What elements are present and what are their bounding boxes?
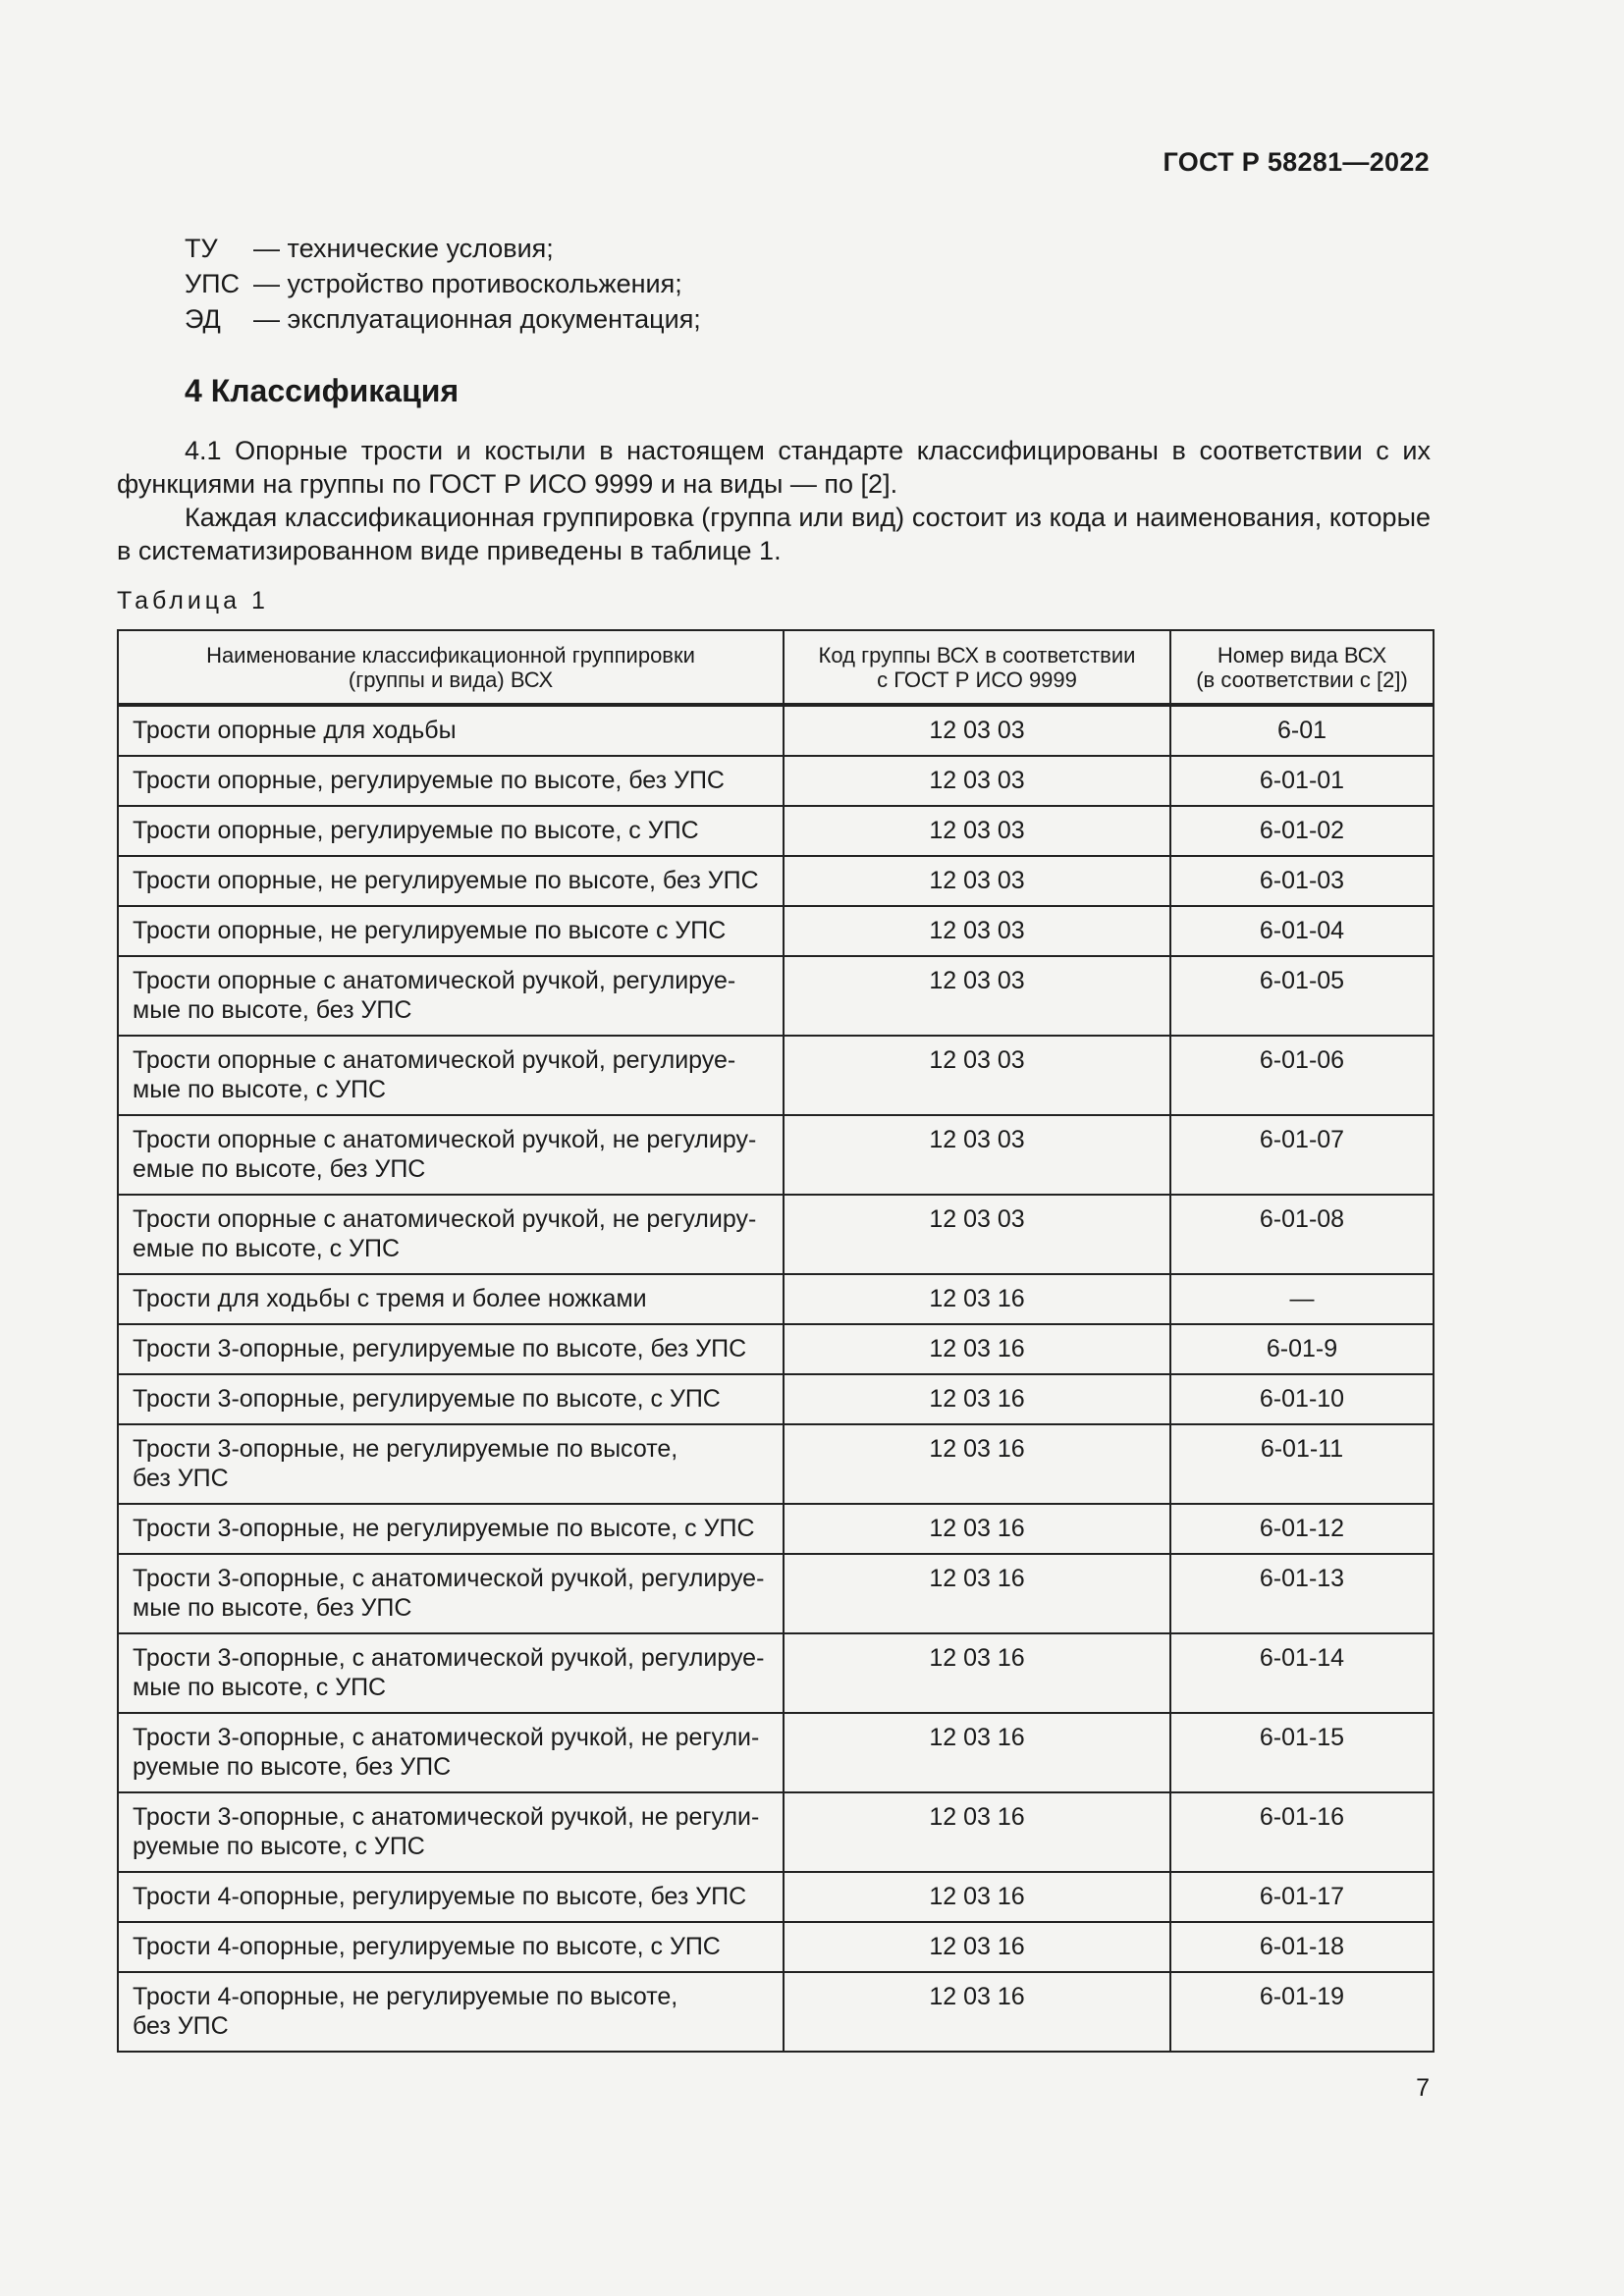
table-row xyxy=(118,1872,1434,1922)
cell-kind-number: 6-01-9 xyxy=(1170,1324,1434,1374)
table-row xyxy=(118,1972,1434,2052)
cell-name xyxy=(118,1792,784,1872)
cell-name xyxy=(118,1922,784,1972)
header-line: Номер вида ВСХ xyxy=(1217,642,1387,667)
cell-name-line: Трости 3-опорные, регулируемые по высоте, с УПС xyxy=(133,1385,721,1413)
abbreviation-definition: — эксплуатационная документация; xyxy=(253,304,701,334)
paragraph: Каждая классификационная группировка (группа или вид) состоит из кода и наименования, которые в систематизированном виде приведены в таблице 1. xyxy=(117,503,1431,565)
table-row xyxy=(118,906,1434,956)
abbreviation-code: ТУ xyxy=(185,234,218,263)
abbreviation-item xyxy=(185,301,701,337)
abbreviation-code: УПС xyxy=(185,269,241,298)
table-row xyxy=(118,1324,1434,1374)
cell-kind-number: 6-01-01 xyxy=(1170,756,1434,806)
cell-group-code: 12 03 16 xyxy=(784,1713,1170,1792)
cell-name-line: Трости опорные, регулируемые по высоте, с УПС xyxy=(133,817,699,844)
cell-name-line: мые по высоте, без УПС xyxy=(133,996,412,1024)
column-header-code xyxy=(784,630,1170,705)
cell-name-line: Трости 3-опорные, с анатомической ручкой, регулируе- xyxy=(133,1565,765,1592)
table-row xyxy=(118,1554,1434,1633)
page-number: 7 xyxy=(1416,2074,1430,2102)
cell-kind-number: 6-01-12 xyxy=(1170,1504,1434,1554)
cell-name xyxy=(118,1872,784,1922)
cell-name-line: Трости 3-опорные, не регулируемые по высоте, xyxy=(133,1435,678,1463)
table-row xyxy=(118,856,1434,906)
cell-name xyxy=(118,1036,784,1115)
cell-name xyxy=(118,1195,784,1274)
cell-name xyxy=(118,806,784,856)
cell-name-line: Трости 3-опорные, с анатомической ручкой, не регули- xyxy=(133,1803,760,1831)
cell-group-code: 12 03 16 xyxy=(784,1972,1170,2052)
table-row xyxy=(118,956,1434,1036)
cell-name-line: без УПС xyxy=(133,2012,229,2040)
cell-group-code: 12 03 03 xyxy=(784,956,1170,1036)
cell-name-line: Трости 3-опорные, не регулируемые по высоте, с УПС xyxy=(133,1515,755,1542)
header-line: (в соответствии с [2]) xyxy=(1196,667,1408,692)
cell-name-line: Трости опорные, не регулируемые по высоте с УПС xyxy=(133,917,727,944)
cell-group-code: 12 03 16 xyxy=(784,1792,1170,1872)
header-line: (группы и вида) ВСХ xyxy=(348,667,554,692)
table-row xyxy=(118,1922,1434,1972)
table-row xyxy=(118,1195,1434,1274)
cell-name xyxy=(118,906,784,956)
header-line: Наименование классификационной группировки xyxy=(206,642,695,667)
cell-kind-number: 6-01-06 xyxy=(1170,1036,1434,1115)
cell-group-code: 12 03 16 xyxy=(784,1872,1170,1922)
abbreviation-list xyxy=(185,231,701,337)
table-header-row xyxy=(118,630,1434,705)
cell-group-code: 12 03 16 xyxy=(784,1324,1170,1374)
cell-name-line: Трости опорные с анатомической ручкой, регулируе- xyxy=(133,1046,736,1074)
cell-kind-number: — xyxy=(1170,1274,1434,1324)
cell-name xyxy=(118,856,784,906)
cell-name-line: Трости опорные с анатомической ручкой, не регулиру- xyxy=(133,1205,757,1233)
cell-kind-number: 6-01-08 xyxy=(1170,1195,1434,1274)
cell-kind-number: 6-01-03 xyxy=(1170,856,1434,906)
abbreviation-definition: — технические условия; xyxy=(253,234,554,263)
table-row xyxy=(118,705,1434,756)
cell-group-code: 12 03 16 xyxy=(784,1274,1170,1324)
cell-name xyxy=(118,1324,784,1374)
table-row xyxy=(118,1036,1434,1115)
cell-name-line: Трости 3-опорные, с анатомической ручкой, регулируе- xyxy=(133,1644,765,1672)
cell-group-code: 12 03 03 xyxy=(784,856,1170,906)
cell-group-code: 12 03 16 xyxy=(784,1554,1170,1633)
section-body xyxy=(117,434,1431,567)
column-header-name xyxy=(118,630,784,705)
cell-name-line: Трости 3-опорные, с анатомической ручкой, не регули- xyxy=(133,1724,760,1751)
abbreviation-item xyxy=(185,266,701,301)
cell-name xyxy=(118,1713,784,1792)
cell-name-line: Трости опорные, не регулируемые по высоте, без УПС xyxy=(133,867,759,894)
table-row xyxy=(118,806,1434,856)
cell-name-line: мые по высоте, с УПС xyxy=(133,1076,387,1103)
cell-name xyxy=(118,705,784,756)
cell-kind-number: 6-01-19 xyxy=(1170,1972,1434,2052)
abbreviation-definition: — устройство противоскольжения; xyxy=(253,269,682,298)
cell-kind-number: 6-01-17 xyxy=(1170,1872,1434,1922)
cell-kind-number: 6-01-14 xyxy=(1170,1633,1434,1713)
cell-name-line: мые по высоте, без УПС xyxy=(133,1594,412,1622)
column-header-kind xyxy=(1170,630,1434,705)
cell-name xyxy=(118,1424,784,1504)
cell-group-code: 12 03 03 xyxy=(784,806,1170,856)
cell-name-line: Трости 3-опорные, регулируемые по высоте, без УПС xyxy=(133,1335,747,1362)
cell-group-code: 12 03 03 xyxy=(784,1195,1170,1274)
cell-group-code: 12 03 03 xyxy=(784,1036,1170,1115)
table-row xyxy=(118,1713,1434,1792)
table-row xyxy=(118,1504,1434,1554)
cell-kind-number: 6-01-15 xyxy=(1170,1713,1434,1792)
cell-name xyxy=(118,1504,784,1554)
cell-kind-number: 6-01-07 xyxy=(1170,1115,1434,1195)
cell-name-line: Трости 4-опорные, не регулируемые по высоте, xyxy=(133,1983,678,2010)
table-row xyxy=(118,1274,1434,1324)
cell-group-code: 12 03 16 xyxy=(784,1633,1170,1713)
section-heading: 4 Классификация xyxy=(185,373,460,408)
cell-group-code: 12 03 16 xyxy=(784,1922,1170,1972)
cell-name-line: Трости для ходьбы с тремя и более ножками xyxy=(133,1285,647,1312)
cell-name-line: Трости опорные с анатомической ручкой, регулируе- xyxy=(133,967,736,994)
cell-kind-number: 6-01 xyxy=(1170,705,1434,756)
cell-kind-number: 6-01-05 xyxy=(1170,956,1434,1036)
cell-name-line: без УПС xyxy=(133,1465,229,1492)
cell-name-line: Трости опорные для ходьбы xyxy=(133,717,457,744)
cell-name xyxy=(118,1633,784,1713)
table-body xyxy=(118,705,1434,2052)
cell-group-code: 12 03 16 xyxy=(784,1504,1170,1554)
cell-group-code: 12 03 03 xyxy=(784,756,1170,806)
cell-name xyxy=(118,1374,784,1424)
paragraph: 4.1 Опорные трости и костыли в настоящем стандарте классифицированы в соответствии с их функциями на группы по ГОСТ Р ИСО 9999 и на виды — по [2]. xyxy=(117,436,1431,499)
cell-name-line: Трости 4-опорные, регулируемые по высоте, без УПС xyxy=(133,1883,747,1910)
cell-group-code: 12 03 16 xyxy=(784,1374,1170,1424)
cell-name-line: Трости опорные с анатомической ручкой, не регулиру- xyxy=(133,1126,757,1153)
header-line: с ГОСТ Р ИСО 9999 xyxy=(877,667,1077,692)
cell-name xyxy=(118,1274,784,1324)
table-row xyxy=(118,1374,1434,1424)
table-caption: Таблица 1 xyxy=(117,587,269,614)
table-row xyxy=(118,756,1434,806)
cell-name xyxy=(118,1972,784,2052)
cell-kind-number: 6-01-02 xyxy=(1170,806,1434,856)
cell-name-line: руемые по высоте, без УПС xyxy=(133,1753,452,1781)
classification-table xyxy=(117,629,1435,2053)
header-line: Код группы ВСХ в соответствии xyxy=(818,642,1136,667)
cell-kind-number: 6-01-16 xyxy=(1170,1792,1434,1872)
cell-name xyxy=(118,756,784,806)
cell-kind-number: 6-01-04 xyxy=(1170,906,1434,956)
cell-group-code: 12 03 03 xyxy=(784,906,1170,956)
cell-group-code: 12 03 16 xyxy=(784,1424,1170,1504)
cell-name-line: емые по высоте, с УПС xyxy=(133,1235,400,1262)
cell-name xyxy=(118,956,784,1036)
cell-name-line: Трости 4-опорные, регулируемые по высоте, с УПС xyxy=(133,1933,721,1960)
table-row xyxy=(118,1424,1434,1504)
cell-name xyxy=(118,1554,784,1633)
cell-kind-number: 6-01-18 xyxy=(1170,1922,1434,1972)
cell-name xyxy=(118,1115,784,1195)
cell-kind-number: 6-01-10 xyxy=(1170,1374,1434,1424)
cell-name-line: руемые по высоте, с УПС xyxy=(133,1833,425,1860)
table-row xyxy=(118,1633,1434,1713)
cell-kind-number: 6-01-13 xyxy=(1170,1554,1434,1633)
table-row xyxy=(118,1115,1434,1195)
cell-name-line: Трости опорные, регулируемые по высоте, без УПС xyxy=(133,767,725,794)
cell-group-code: 12 03 03 xyxy=(784,705,1170,756)
abbreviation-code: ЭД xyxy=(185,304,221,334)
cell-kind-number: 6-01-11 xyxy=(1170,1424,1434,1504)
standard-id-header: ГОСТ Р 58281—2022 xyxy=(1163,147,1430,177)
abbreviation-item xyxy=(185,231,701,266)
cell-name-line: емые по высоте, без УПС xyxy=(133,1155,426,1183)
table-row xyxy=(118,1792,1434,1872)
cell-name-line: мые по высоте, с УПС xyxy=(133,1674,387,1701)
cell-group-code: 12 03 03 xyxy=(784,1115,1170,1195)
